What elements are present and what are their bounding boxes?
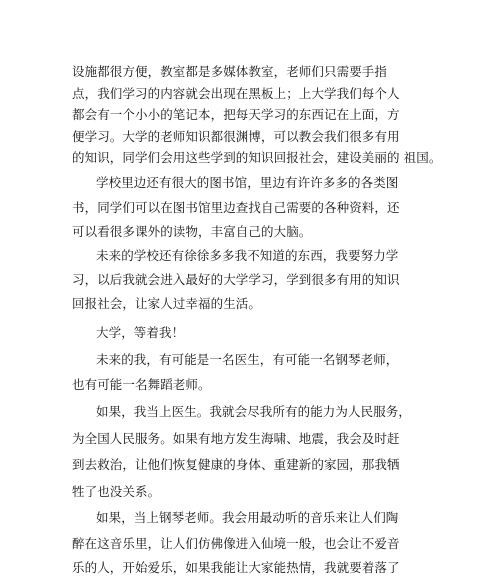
text-line: 为全国人民服务。如果有地方发生海啸、地震，我会及时赶: [72, 431, 400, 446]
paragraph-start-line: 大学，等着我！: [96, 325, 185, 340]
text-line: 牲了也没关系。: [72, 484, 161, 499]
paragraph-start-line: 如果，我当上医生。我就会尽我所有的能力为人民服务，: [96, 404, 412, 419]
paragraph-start-line: 如果，当上钢琴老师。我会用最动听的音乐来让人们陶: [96, 510, 399, 525]
text-line: 都会有一个小小的笔记本，把每天学习的东西记在上面，方: [72, 107, 400, 122]
text-line: 到去救治，让他们恢复健康的身体、重建新的家园，那我牺: [72, 457, 400, 472]
text-line: 便学习。大学的老师知识都很渊博，可以教会我们很多有用: [72, 129, 400, 144]
text-line: 也有可能一名舞蹈老师。: [72, 377, 211, 392]
text-line: 的知识，同学们会用这些学到的知识回报社会，建设美丽的 祖国。: [72, 150, 442, 165]
text-line: 乐的人，开始爱乐，如果我能让大家能热情，我就要着落了: [72, 560, 400, 575]
paragraph-start-line: 未来的我，有可能是一名医生，有可能一名钢琴老师，: [96, 352, 399, 367]
text-line: 点，我们学习的内容就会出现在黑板上；上大学我们每个人: [72, 86, 400, 101]
text-line: 回报社会，让家人过幸福的生活。: [72, 296, 262, 311]
text-line: 设施都很方便，教室都是多媒体教室，老师们只需要手指: [72, 64, 388, 79]
paragraph-start-line: 未来的学校还有徐徐多多我不知道的东西，我要努力学: [96, 248, 399, 263]
paragraph-start-line: 学校里边还有很大的图书馆，里边有许许多多的各类图: [96, 175, 399, 190]
text-line: 习，以后我就会进入最好的大学学习，学到很多有用的知识: [72, 272, 400, 287]
text-line: 可以看很多课外的读物，丰富自己的大脑。: [72, 224, 312, 239]
text-line: 醉在这音乐里，让人们仿佛像进入仙境一般，也会让不爱音: [72, 536, 400, 551]
text-line: 书，同学们可以在图书馆里边查找自己需要的各种资料，还: [72, 200, 400, 215]
